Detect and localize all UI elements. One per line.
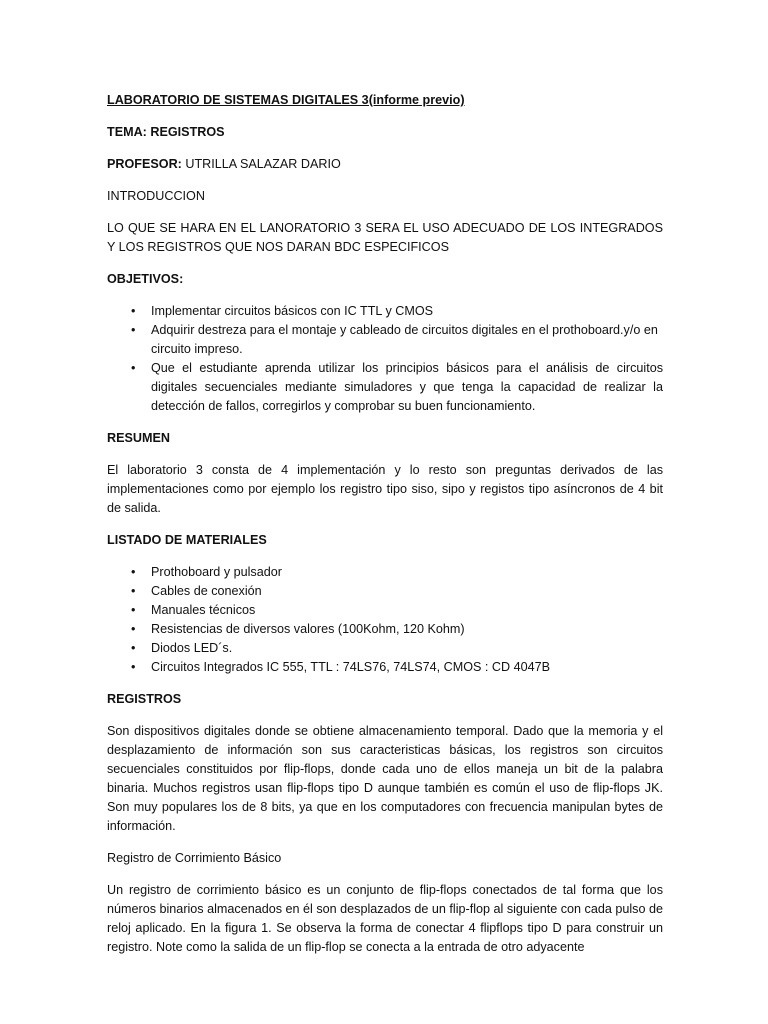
list-item (107, 582, 663, 601)
introduccion-heading: INTRODUCCION (107, 189, 205, 203)
list-item-text: Adquirir destreza para el montaje y cableado de circuitos digitales en el prothoboard.y/o en circuito impreso. (151, 323, 658, 356)
list-item-text: Resistencias de diversos valores (100Kohm, 120 Kohm) (151, 622, 465, 636)
corrimiento-heading: Registro de Corrimiento Básico (107, 851, 282, 865)
list-item-text: Circuitos Integrados IC 555, TTL : 74LS76, 74LS74, CMOS : CD 4047B (151, 660, 551, 674)
bullet-icon: • (131, 361, 136, 375)
list-item (107, 302, 663, 321)
list-item (107, 639, 663, 658)
list-item (107, 359, 663, 416)
profesor-label: PROFESOR: (107, 157, 182, 171)
introduccion-text: LO QUE SE HARA EN EL LANORATORIO 3 SERA EL USO ADECUADO DE LOS INTEGRADOS Y LOS REGISTROS QUE NOS DARAN BDC ESPECIFICOS (107, 221, 663, 254)
objetivos-list (107, 302, 663, 416)
list-item (107, 620, 663, 639)
list-item (107, 658, 663, 677)
objetivos-heading: OBJETIVOS: (107, 272, 184, 286)
list-item-text: Que el estudiante aprenda utilizar los principios básicos para el análisis de circuitos digitales secuenciales mediante simuladores y que tenga la capacidad de realizar la detección de fallos, corregirlos y comprobar su buen funcionamiento. (151, 361, 663, 413)
bullet-icon: • (131, 603, 136, 617)
registros-text: Son dispositivos digitales donde se obtiene almacenamiento temporal. Dado que la memoria y el desplazamiento de información son sus caracteristicas básicas, los registros son circuitos secuenciales constituidos por flip-flops, donde cada uno de ellos maneja un bit de la palabra binaria. Muchos registros usan flip-flops tipo D aunque también es común el uso de flip-flops JK. Son muy populares los de 8 bits, ya que en los computadores con frecuencia manipulan bytes de información. (107, 724, 663, 833)
resumen-text: El laboratorio 3 consta de 4 implementación y lo resto son preguntas derivados de las implementaciones como por ejemplo los registro tipo siso, sipo y registos tipo asíncronos de 4 bit de salida. (107, 463, 663, 515)
tema-value: REGISTROS (150, 125, 225, 139)
corrimiento-text: Un registro de corrimiento básico es un conjunto de flip-flops conectados de tal forma que los números binarios almacenados en él son desplazados de un flip-flop al siguiente con cada pulso de reloj aplicado. En la figura 1. Se observa la forma de conectar 4 flipflops tipo D para construir un registro. Note como la salida de un flip-flop se conecta a la entrada de otro adyacente (107, 883, 663, 954)
tema-line (107, 123, 663, 142)
materiales-list (107, 563, 663, 677)
list-item-text: Prothoboard y pulsador (151, 565, 282, 579)
materiales-heading: LISTADO DE MATERIALES (107, 533, 267, 547)
list-item-text: Manuales técnicos (151, 603, 256, 617)
bullet-icon: • (131, 660, 136, 674)
bullet-icon: • (131, 622, 136, 636)
resumen-heading: RESUMEN (107, 431, 170, 445)
title-text: LABORATORIO DE SISTEMAS DIGITALES 3(informe previo) (107, 93, 465, 107)
list-item (107, 563, 663, 582)
document-title (107, 91, 663, 110)
bullet-icon: • (131, 304, 136, 318)
profesor-value: UTRILLA SALAZAR DARIO (185, 157, 341, 171)
bullet-icon: • (131, 565, 136, 579)
bullet-icon: • (131, 584, 136, 598)
registros-heading: REGISTROS (107, 692, 182, 706)
profesor-line (107, 155, 663, 174)
bullet-icon: • (131, 641, 136, 655)
list-item-text: Diodos LED´s. (151, 641, 233, 655)
bullet-icon: • (131, 323, 136, 337)
document-body (107, 91, 663, 970)
tema-label: TEMA: (107, 125, 147, 139)
list-item (107, 321, 663, 359)
list-item-text: Implementar circuitos básicos con IC TTL y CMOS (151, 304, 434, 318)
list-item (107, 601, 663, 620)
list-item-text: Cables de conexión (151, 584, 262, 598)
